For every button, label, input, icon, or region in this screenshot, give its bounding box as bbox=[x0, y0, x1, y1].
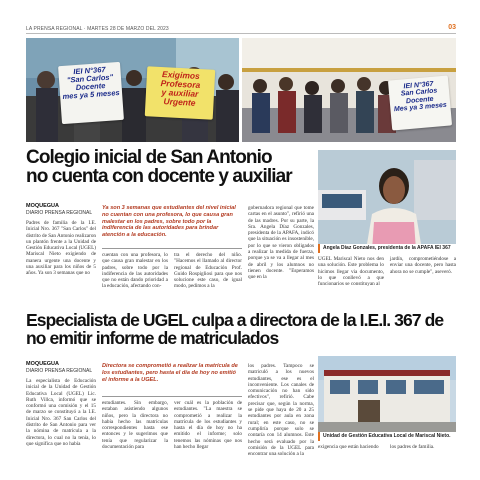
ugel-building-photo bbox=[318, 356, 456, 436]
article2-column-1: La especialista de Educación inicial de la Unidad de Gestión Educativa Local (UGEL) Lic. Ruth Villca, informó que se conformó una comisión y el 15 de marzo se constituyó a la I.E. Inicial Nro. 367 San Carlos del distrito de San Antonio para ver la nómina de matrícula a la directora, lo cual no la tenía, lo que significa que no había bbox=[26, 378, 96, 447]
article1-column-6: jardín, comprometiéndose a enviar una docente, pero hasta ahora no se cumple", aseveró. bbox=[390, 256, 456, 275]
portrait-caption: Angela Díaz Gonzales, presidenta de la APAFA IEI 367 bbox=[318, 244, 456, 253]
article2-column-4: los padres. Tampoco se matriculó a los nuevos estudiantes, ese es el inconveniente. Los canales de comunicación no han sido efectivos", refirió. Cabe precisar que, según la norma, se pide que haya de 20 a 25 estudiantes por aula en zona rural; en este caso, no se cumpliría porque solo se contaría con 14 alumnos. Este hecho será evaluado por la comisión de la UGEL para encontrar una solución a la bbox=[248, 363, 314, 458]
page-header bbox=[26, 24, 456, 34]
article2-column-3: ver cuál es la población de estudiantes. "La maestra se comprometió a realizar la matrícula de los estudiantes y hasta el día de hoy no ha emitido el informe; solo tenemos las nóminas que nos han hecho llegar bbox=[174, 400, 242, 451]
protest-sign-yellow: Exigimos Profesora y auxiliar Urgente bbox=[145, 66, 216, 119]
article2-byline-place: MOQUEGUA bbox=[26, 361, 59, 367]
meeting-photo bbox=[242, 38, 456, 142]
article1-byline bbox=[26, 203, 96, 216]
article2-headline-line2: no emitir informe de matriculados bbox=[26, 327, 279, 348]
protest-photo bbox=[26, 38, 239, 142]
article1-byline-source: DIARIO PRENSA REGIONAL bbox=[26, 209, 93, 216]
article2-byline-source: DIARIO PRENSA REGIONAL bbox=[26, 367, 93, 374]
portrait-photo bbox=[318, 150, 456, 250]
article2-byline bbox=[26, 361, 96, 374]
article1-column-4: gobernadora regional que tome cartas en el asunto", refirió una de las madres. Por su parte, la Sra. Angela Díaz Gonzales, presidenta de la APAFA, indicó que la situación es insostenible, por lo que se vieron obligados a realizar la medida de fuerza, porque ya se va a llegar al mes de abril y los alumnos no tienen docente. "Esperamos que en la bbox=[248, 205, 314, 281]
article1-column-5: UGEL Mariscal Nieto nos den una solución. Este problema lo hicimos llegar via documento, lo que conllevó a que funcionarios se constituyan al bbox=[318, 256, 384, 288]
ugel-building-scene bbox=[318, 356, 456, 436]
meeting-sign-white: IEI N°367 San Carlos Docente Mes ya 3 meses bbox=[388, 75, 452, 130]
article1-column-1: Padres de familia de la I.E. Inicial Nro. 367 "San Carlos" del distrito de San Antonio realizaron un plantón frente a la Unidad de Gestión Educativa Local (UGEL) Mariscal Nieto exigiendo de manera urgente una docente y una auxiliar para los niños de 5 años. Ya son 3 semanas que no bbox=[26, 220, 97, 277]
article1-column-3: tra el derecho del niño. "Hacemos el llamado al director regional de Educación Prof. Guido Rospigliosi para que nos solucione este caso, de igual modo, pedimos a la bbox=[174, 252, 242, 290]
ugel-building-caption: Unidad de Gestión Educativa Local de Mariscal Nieto. bbox=[318, 432, 456, 441]
article2-headline-line1: Especialista de UGEL culpa a directora de la I.E.I. 367 de bbox=[26, 310, 444, 330]
portrait-photo-scene bbox=[318, 150, 456, 250]
protest-sign-white: IEI N°367 "San Carlos" Docente mes ya 5 meses bbox=[58, 62, 124, 124]
article2-lead: Directora se comprometió a realizar la matrícula de los estudiantes, pero hasta el día de hoy no emitió el informe a la UGEL. bbox=[102, 363, 242, 397]
article1-lead: Ya son 3 semanas que estudiantes del nivel inicial no cuentan con una profesora, lo que causa gran malestar en los padres, sobre todo por la indiferencia de las autoridades para brindar atención a la educación. bbox=[102, 205, 242, 249]
article1-headline-line1: Colegio inicial de San Antonio bbox=[26, 147, 272, 168]
publication-date: LA PRENSA REGIONAL · MARTES 28 DE MARZO DEL 2023 bbox=[26, 26, 169, 32]
article1-headline-line2: no cuenta con docente y auxiliar bbox=[26, 166, 292, 188]
article1-headline bbox=[26, 148, 316, 187]
article2-column-6: los padres de familia. bbox=[390, 444, 435, 450]
article1-column-2: cuentan con una profesora, lo que causa gran malestar en los padres, sobre todo por la indiferencia de las autoridades que no están dando prioridad a la educación, afectando con- bbox=[102, 252, 168, 290]
article2-column-2: estudiantes. Sin embargo, estaban asistiendo algunos niños, pero la directora no había hecho las matrículas correspondientes hasta ese entonces y le sugerimos que tenía que regularizar la documentación para bbox=[102, 400, 168, 451]
page-number: 03 bbox=[448, 24, 456, 31]
article2-headline bbox=[26, 312, 466, 348]
article2-column-5: exigencia que están haciendo bbox=[318, 444, 379, 450]
article1-byline-place: MOQUEGUA bbox=[26, 203, 59, 209]
